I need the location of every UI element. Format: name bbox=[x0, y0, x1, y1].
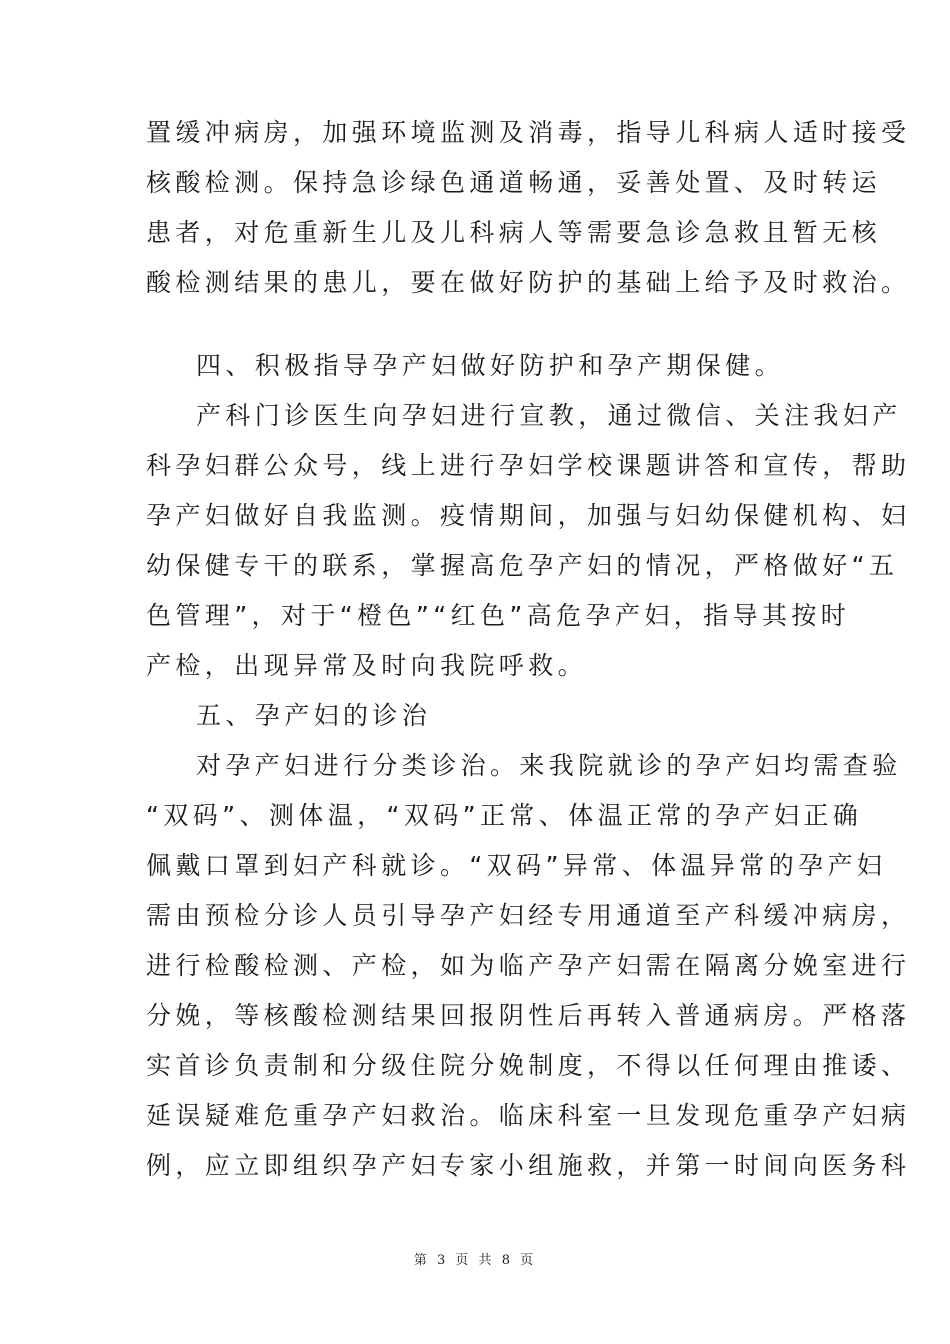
paragraph-block bbox=[146, 741, 911, 1191]
text-line: 产科门诊医生向孕妇进行宣教，通过微信、关注我妇产 bbox=[196, 401, 902, 430]
text-line: 佩戴口罩到妇产科就诊。“双码”异常、体温异常的孕产妇 bbox=[146, 851, 887, 880]
section-heading-4: 四、积极指导孕产妇做好防护和孕产期保健。 bbox=[196, 351, 785, 380]
text-line: 色管理”，对于“橙色”“红色”高危孕产妇，指导其按时 bbox=[146, 601, 851, 630]
document-body bbox=[146, 108, 911, 1191]
text-line: 例，应立即组织孕产妇专家小组施救，并第一时间向医务科 bbox=[146, 1151, 911, 1180]
text-line: 延误疑难危重孕产妇救治。临床科室一旦发现危重孕产妇病 bbox=[146, 1101, 911, 1130]
text-line: 分娩，等核酸检测结果回报阴性后再转入普通病房。严格落 bbox=[146, 1001, 911, 1030]
page-number-footer: 第 3 页 共 8 页 bbox=[413, 1253, 537, 1268]
text-line: “双码”、测体温，“双码”正常、体温正常的孕产妇正确 bbox=[146, 801, 863, 830]
text-line: 对孕产妇进行分类诊治。来我院就诊的孕产妇均需查验 bbox=[196, 751, 902, 780]
text-line: 实首诊负责制和分级住院分娩制度，不得以任何理由推诿、 bbox=[146, 1051, 911, 1080]
text-line: 需由预检分诊人员引导孕产妇经专用通道至产科缓冲病房， bbox=[146, 901, 911, 930]
paragraph-block bbox=[146, 391, 911, 691]
text-line: 科孕妇群公众号，线上进行孕妇学校课题讲答和宣传，帮助 bbox=[146, 451, 911, 480]
text-line: 置缓冲病房，加强环境监测及消毒，指导儿科病人适时接受 bbox=[146, 118, 911, 147]
text-line: 产检，出现异常及时向我院呼救。 bbox=[146, 651, 588, 680]
section-heading-5: 五、孕产妇的诊治 bbox=[196, 701, 432, 730]
text-line: 患者，对危重新生儿及儿科病人等需要急诊急救且暂无核 bbox=[146, 218, 882, 247]
text-line: 进行检酸检测、产检，如为临产孕产妇需在隔离分娩室进行 bbox=[146, 951, 911, 980]
paragraph-block bbox=[146, 108, 911, 308]
text-line: 酸检测结果的患儿，要在做好防护的基础上给予及时救治。 bbox=[146, 268, 911, 297]
text-line: 幼保健专干的联系，掌握高危孕产妇的情况，严格做好“五 bbox=[146, 551, 899, 580]
text-line: 孕产妇做好自我监测。疫情期间，加强与妇幼保健机构、妇 bbox=[146, 501, 911, 530]
paragraph-spacer bbox=[146, 308, 826, 341]
text-line: 核酸检测。保持急诊绿色通道畅通，妥善处置、及时转运 bbox=[146, 168, 882, 197]
